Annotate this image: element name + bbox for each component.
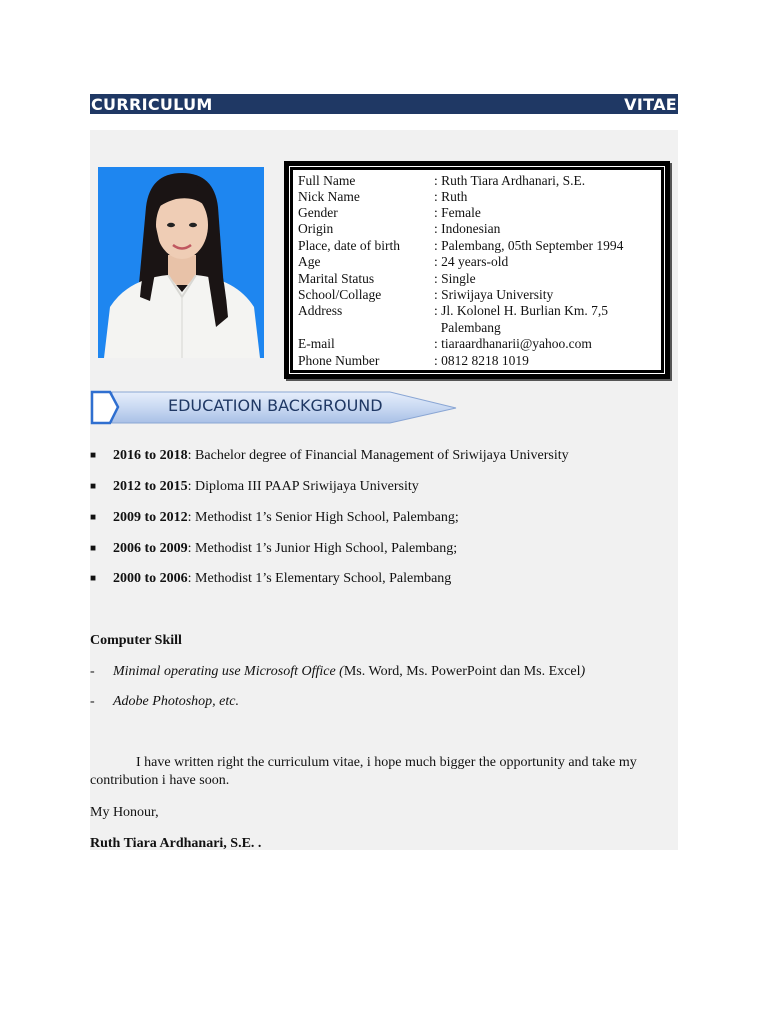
header-title-right: VITAE <box>624 94 677 114</box>
info-label: E-mail <box>298 336 335 351</box>
info-label <box>298 320 434 336</box>
info-row-marital-status <box>298 271 654 287</box>
info-row-birth <box>298 238 654 254</box>
profile-photo <box>98 167 264 358</box>
info-value: : Ruth Tiara Ardhanari, S.E. <box>434 173 586 188</box>
info-row-origin <box>298 221 654 237</box>
info-label: Phone Number <box>298 353 380 368</box>
education-years: 2006 to 2009 <box>113 541 188 556</box>
skill-text: Ms. Word, Ms. PowerPoint dan Ms. Excel <box>343 664 581 679</box>
info-row-full-name <box>298 173 654 189</box>
info-value: : Ruth <box>434 189 468 204</box>
skills-heading: Computer Skill <box>90 633 182 648</box>
info-label: Age <box>298 254 321 269</box>
info-label: Nick Name <box>298 189 360 204</box>
info-label: Place, date of birth <box>298 238 400 253</box>
education-desc: : Methodist 1’s Senior High School, Palembang; <box>187 510 459 525</box>
info-value: : 0812 8218 1019 <box>434 353 529 368</box>
info-value: : 24 years-old <box>434 254 509 269</box>
education-item <box>90 509 459 528</box>
info-row-email <box>298 336 654 352</box>
education-desc: : Methodist 1’s Elementary School, Palembang <box>187 571 452 586</box>
dash-marker: - <box>90 664 95 679</box>
education-desc: : Methodist 1’s Junior High School, Palembang; <box>187 541 458 556</box>
closing-paragraph: I have written right the curriculum vitae, i hope much bigger the opportunity and take my contribution i have soon. <box>90 755 637 788</box>
info-value: : Indonesian <box>434 221 501 236</box>
info-label: Full Name <box>298 173 356 188</box>
closing-salutation: My Honour, <box>90 805 159 820</box>
info-row-gender <box>298 205 654 221</box>
info-label: Gender <box>298 205 338 220</box>
info-label: Address <box>298 303 343 318</box>
info-row-address-line2 <box>298 320 654 336</box>
skill-text-italic-end: ) <box>580 664 586 679</box>
dash-marker: - <box>90 694 95 709</box>
bullet-icon: ■ <box>90 450 97 461</box>
education-item <box>90 570 451 589</box>
education-item <box>90 478 419 497</box>
info-row-address <box>298 303 654 319</box>
education-item <box>90 447 569 466</box>
bullet-icon: ■ <box>90 512 97 523</box>
info-value: Palembang <box>434 320 501 335</box>
signature-name: Ruth Tiara Ardhanari, S.E. . <box>90 836 262 851</box>
info-label: Origin <box>298 221 334 236</box>
info-value: : Sriwijaya University <box>434 287 554 302</box>
education-heading: EDUCATION BACKGROUND <box>168 396 383 415</box>
info-row-age <box>298 254 654 270</box>
info-row-school <box>298 287 654 303</box>
education-years: 2012 to 2015 <box>113 479 188 494</box>
education-years: 2016 to 2018 <box>113 448 188 463</box>
skill-text-italic: Adobe Photoshop, etc. <box>113 694 239 709</box>
bullet-icon: ■ <box>90 543 97 554</box>
info-value: : Single <box>434 271 476 286</box>
education-item <box>90 540 457 559</box>
header-title-left: CURRICULUM <box>91 94 213 114</box>
profile-photo-image <box>98 167 264 358</box>
education-years: 2000 to 2006 <box>113 571 188 586</box>
cv-header-bar <box>90 94 678 114</box>
bullet-icon: ■ <box>90 481 97 492</box>
info-label: School/Collage <box>298 287 382 302</box>
info-value: : tiaraardhanarii@yahoo.com <box>434 336 592 351</box>
info-value: : Jl. Kolonel H. Burlian Km. 7,5 <box>434 303 608 318</box>
info-row-nick-name <box>298 189 654 205</box>
bullet-icon: ■ <box>90 573 97 584</box>
skill-item <box>90 663 585 681</box>
info-label: Marital Status <box>298 271 375 286</box>
education-years: 2009 to 2012 <box>113 510 188 525</box>
skill-item <box>90 693 239 711</box>
info-value: : Palembang, 05th September 1994 <box>434 238 624 253</box>
education-desc: : Bachelor degree of Financial Management of Sriwijaya University <box>187 448 569 463</box>
info-value: : Female <box>434 205 481 220</box>
education-desc: : Diploma III PAAP Sriwijaya University <box>187 479 419 494</box>
skill-text-italic: Minimal operating use Microsoft Office ( <box>113 664 344 679</box>
info-row-phone <box>298 353 654 369</box>
